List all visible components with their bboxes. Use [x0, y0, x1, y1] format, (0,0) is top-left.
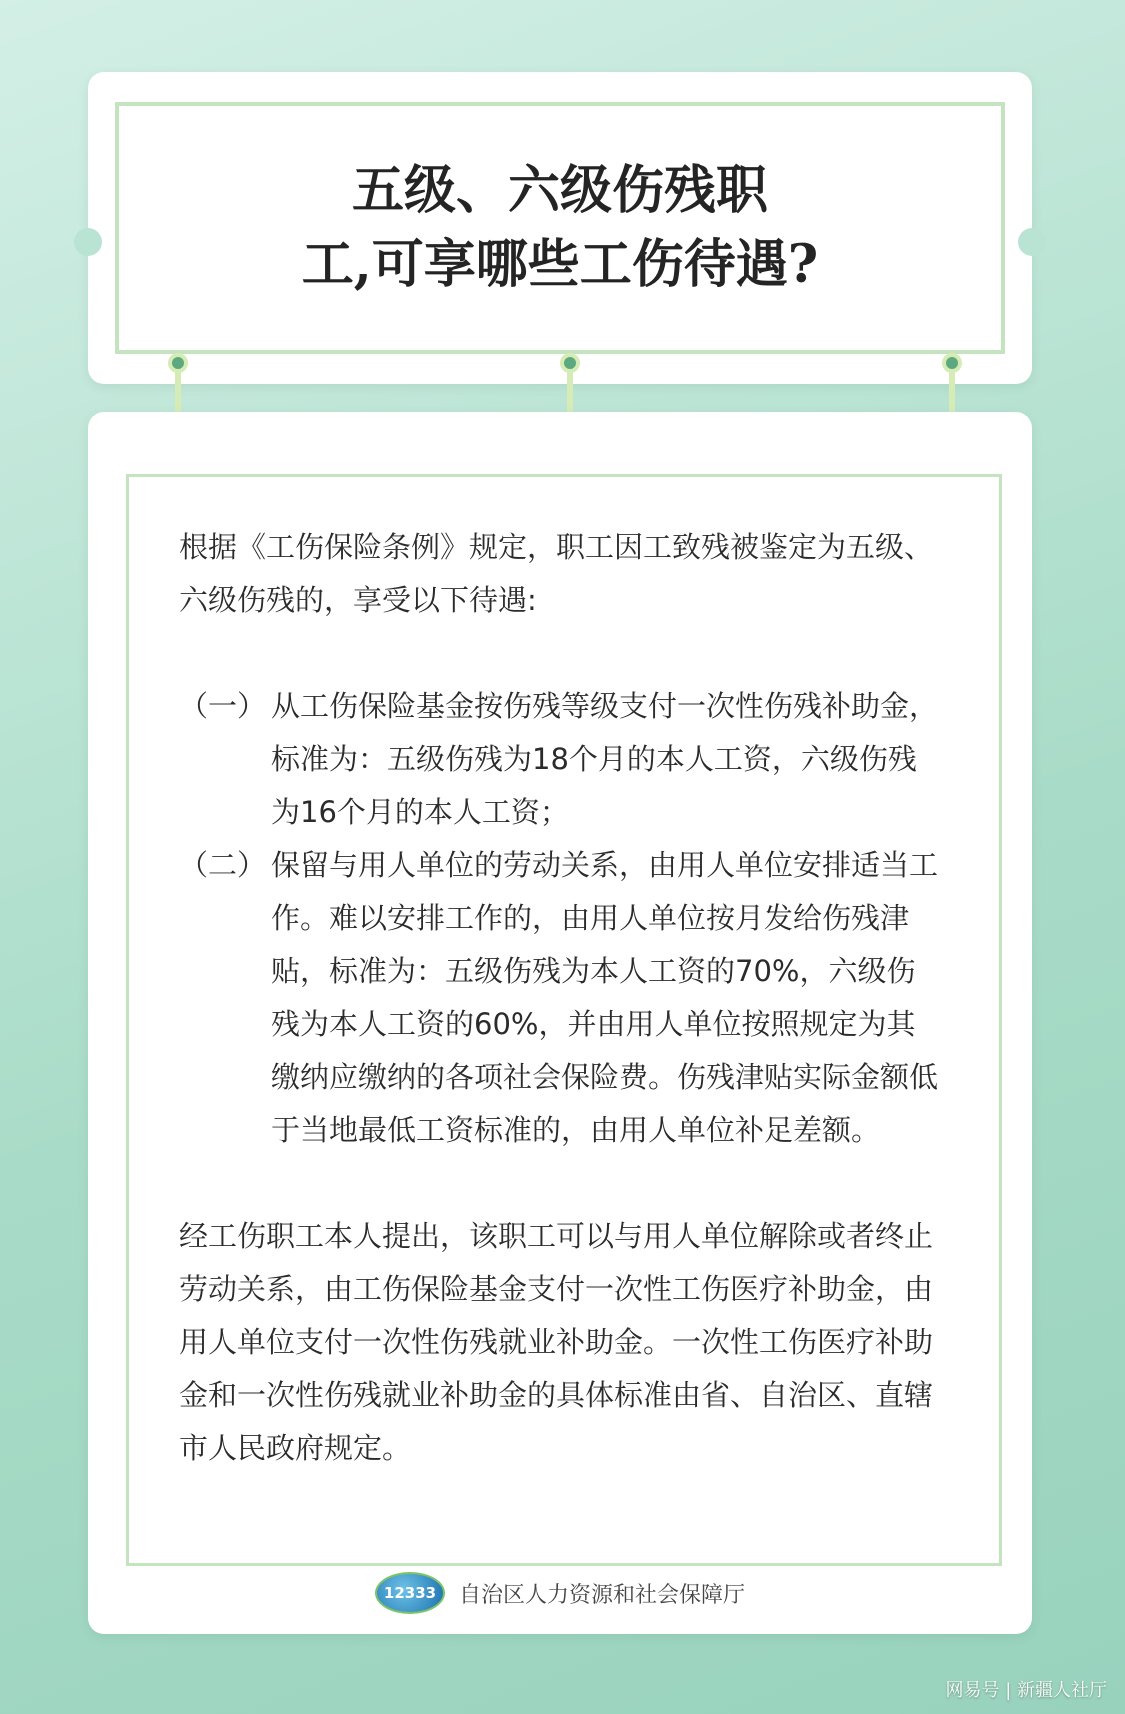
list-item-number: （一） — [179, 689, 267, 723]
title-card — [88, 72, 1032, 384]
watermark: 网易号 | 新疆人社厅 — [945, 1680, 1107, 1701]
card-notch-right — [1018, 228, 1046, 256]
intro-paragraph: 根据《工伤保险条例》规定，职工因工致残被鉴定为五级、六级伤残的，享受以下待遇: — [179, 530, 934, 617]
list-item — [179, 839, 939, 1157]
organization-name: 自治区人力资源和社会保障厅 — [458, 1582, 745, 1608]
connector-dot-icon — [942, 353, 962, 373]
connector-dot-icon — [168, 353, 188, 373]
list-item — [179, 680, 939, 839]
connector-dot-icon — [560, 353, 580, 373]
footer — [88, 1572, 1032, 1614]
content-frame — [126, 474, 1002, 1566]
list-item-number: （二） — [179, 848, 267, 882]
list-item-text: 从工伤保险基金按伤残等级支付一次性伤残补助金，标准为：五级伤残为18个月的本人工资，六级伤残为16个月的本人工资； — [271, 689, 939, 829]
card-notch-left — [74, 228, 102, 256]
title-frame — [115, 102, 1005, 354]
title-line-1: 五级、六级伤残职 — [351, 160, 768, 221]
page-title — [302, 154, 819, 302]
closing-paragraph: 经工伤职工本人提出，该职工可以与用人单位解除或者终止劳动关系，由工伤保险基金支付一次性工伤医疗补助金，由用人单位支付一次性伤残就业补助金。一次性工伤医疗补助金和一次性伤残就业补助金的具体标准由省、自治区、直辖市人民政府规定。 — [179, 1219, 934, 1465]
title-line-2: 工,可享哪些工伤待遇? — [301, 234, 819, 295]
article-body — [179, 521, 939, 1475]
list-item-text: 保留与用人单位的劳动关系，由用人单位安排适当工作。难以安排工作的，由用人单位按月发给伤残津贴，标准为：五级伤残为本人工资的70%，六级伤残为本人工资的60%，并由用人单位按照规定为其缴纳应缴纳的各项社会保险费。伤残津贴实际金额低于当地最低工资标准的，由用人单位补足差额。 — [271, 848, 939, 1147]
12333-logo-icon: 12333 — [375, 1572, 445, 1614]
content-card — [88, 412, 1032, 1634]
